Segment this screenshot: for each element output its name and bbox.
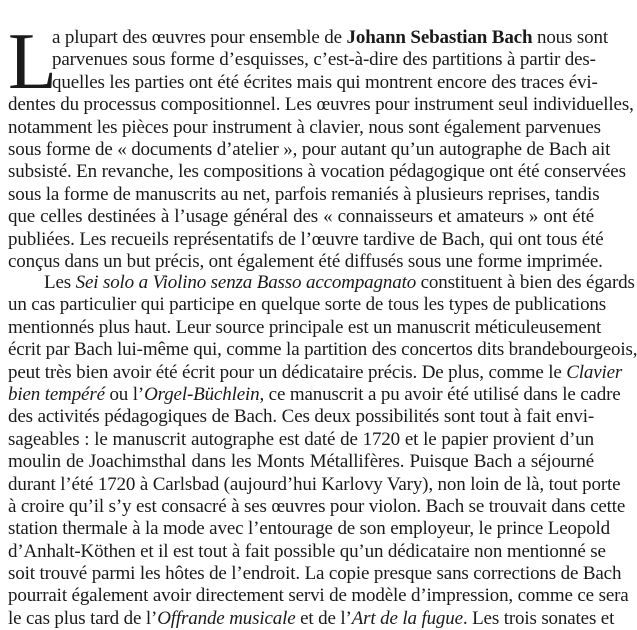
text-line: [8, 294, 607, 316]
text-run: nous sont: [532, 27, 608, 48]
text-line: [8, 540, 606, 563]
text-run: peut très bien avoir été écrit pour un dédicataire précis. De plus, comme le: [8, 361, 567, 383]
bold-name: Johann Sebastian Bach: [346, 27, 533, 48]
text-run: , ce manuscrit a pu avoir été utilisé dans le cadre: [259, 383, 621, 405]
text-line: [8, 272, 635, 294]
text-run: soit trouvé parmi les hôtes de l’endroit. La copie presque sans corrections de Bach: [8, 563, 622, 585]
italic-title: Orgel-Büchlein: [144, 383, 260, 405]
text-run: constituent à bien des égards: [416, 272, 635, 293]
text-run: . Les trois sonates et: [462, 607, 615, 629]
paragraph-2: [8, 272, 637, 630]
text-run: le cas plus tard de l’: [8, 607, 158, 629]
text-run: sous forme de « documents d’atelier », pour autant qu’un autographe de Bach ait: [8, 138, 611, 160]
text-run: un cas particulier qui participe en quelque sorte de tous les types de publications: [8, 294, 607, 316]
text-run: que celles destinées à l’usage général des « connaisseurs et amateurs » ont été: [8, 206, 594, 228]
text-run: station thermale à la mode avec l’entourage de son employeur, le prince Leopold: [8, 518, 611, 540]
text-run: dentes du processus compositionnel. Les œuvres pour instrument seul individuelles,: [8, 94, 634, 116]
text-run: parvenues sous forme d’esquisses, c’est-à-dire des partitions à partir des-: [52, 49, 596, 71]
italic-title: bien tempéré: [8, 383, 105, 405]
text-run: durant l’été 1720 à Carlsbad (aujourd’hui Karlovy Vary), non loin de là, tout porte: [8, 473, 621, 495]
text-run: et de l’: [295, 607, 352, 629]
text-run: conçus dans un but précis, ont également été diffusés sous une forme imprimée.: [8, 250, 603, 272]
text-line: [8, 451, 594, 473]
text-line: [8, 49, 594, 71]
text-line: [8, 138, 611, 161]
paragraph-1: [8, 27, 634, 273]
text-line: [8, 71, 598, 94]
text-run: a plupart des œuvres pour ensemble de: [52, 27, 347, 48]
italic-title: Clavier: [566, 361, 623, 383]
text-line: [8, 518, 611, 540]
text-line: [8, 316, 602, 339]
text-line: [8, 339, 637, 361]
document-page: [8, 0, 637, 629]
text-line: [8, 495, 626, 518]
text-run: moulin de Joachimsthal dans les Monts Métallifères. Puisque Bach a séjourné: [8, 451, 594, 473]
text-line: [8, 383, 621, 406]
text-run: des activités pédagogiques de Bach. Ces deux possibilités sont tout à fait envi-: [8, 406, 594, 428]
text-run: Les: [44, 272, 76, 293]
text-line: [8, 94, 634, 116]
text-line: [8, 406, 594, 428]
text-run: subsisté. En revanche, les compositions à vocation pédagogique ont été conservées: [8, 161, 626, 183]
text-run: mentionnés plus haut. Leur source principale est un manuscrit méticuleusement: [8, 316, 602, 338]
text-run: notamment les pièces pour instrument à clavier, nous sont également parvenues: [8, 116, 601, 138]
text-line: [8, 116, 601, 139]
text-run: ou l’: [104, 383, 145, 405]
text-line: [8, 250, 603, 273]
text-run: quelles les parties ont été écrites mais qui montrent encore des traces évi-: [52, 71, 598, 93]
text-run: à croire qu’il s’y est consacré à ses œuvres pour violon. Bach se trouvait dans cette: [8, 495, 626, 517]
text-line: [8, 473, 621, 496]
text-line: [8, 27, 608, 49]
text-run: pourrait également avoir directement servi de modèle d’impression, comme ce sera: [8, 585, 629, 607]
text-line: [8, 607, 615, 630]
text-run: publiées. Les recueils représentatifs de l’œuvre tardive de Bach, qui ont tous été: [8, 228, 604, 250]
text-line: [8, 161, 626, 183]
text-line: [8, 183, 600, 206]
text-run: d’Anhalt-Köthen et il est tout à fait possible qu’un dédicataire non mentionné se: [8, 540, 606, 562]
text-line: [8, 228, 604, 251]
drop-cap-letter: L: [8, 18, 57, 106]
italic-title: Art de la fugue: [351, 607, 463, 629]
italic-title: Sei solo a Violino senza Basso accompagnato: [75, 272, 417, 293]
text-line: [8, 563, 622, 585]
text-run: sageables : le manuscrit autographe est daté de 1720 et le papier provient d’un: [8, 428, 594, 450]
italic-title: Offrande musicale: [157, 607, 296, 629]
text-line: [8, 361, 623, 384]
text-run: sous la forme de manuscrits au net, parfois remaniés à plusieurs reprises, tandis: [8, 183, 600, 205]
text-run: écrit par Bach lui-même qui, comme la partition des concertos dits brandebourgeois,: [8, 339, 637, 361]
text-line: [8, 206, 594, 228]
text-line: [8, 429, 594, 451]
text-line: [8, 585, 629, 607]
